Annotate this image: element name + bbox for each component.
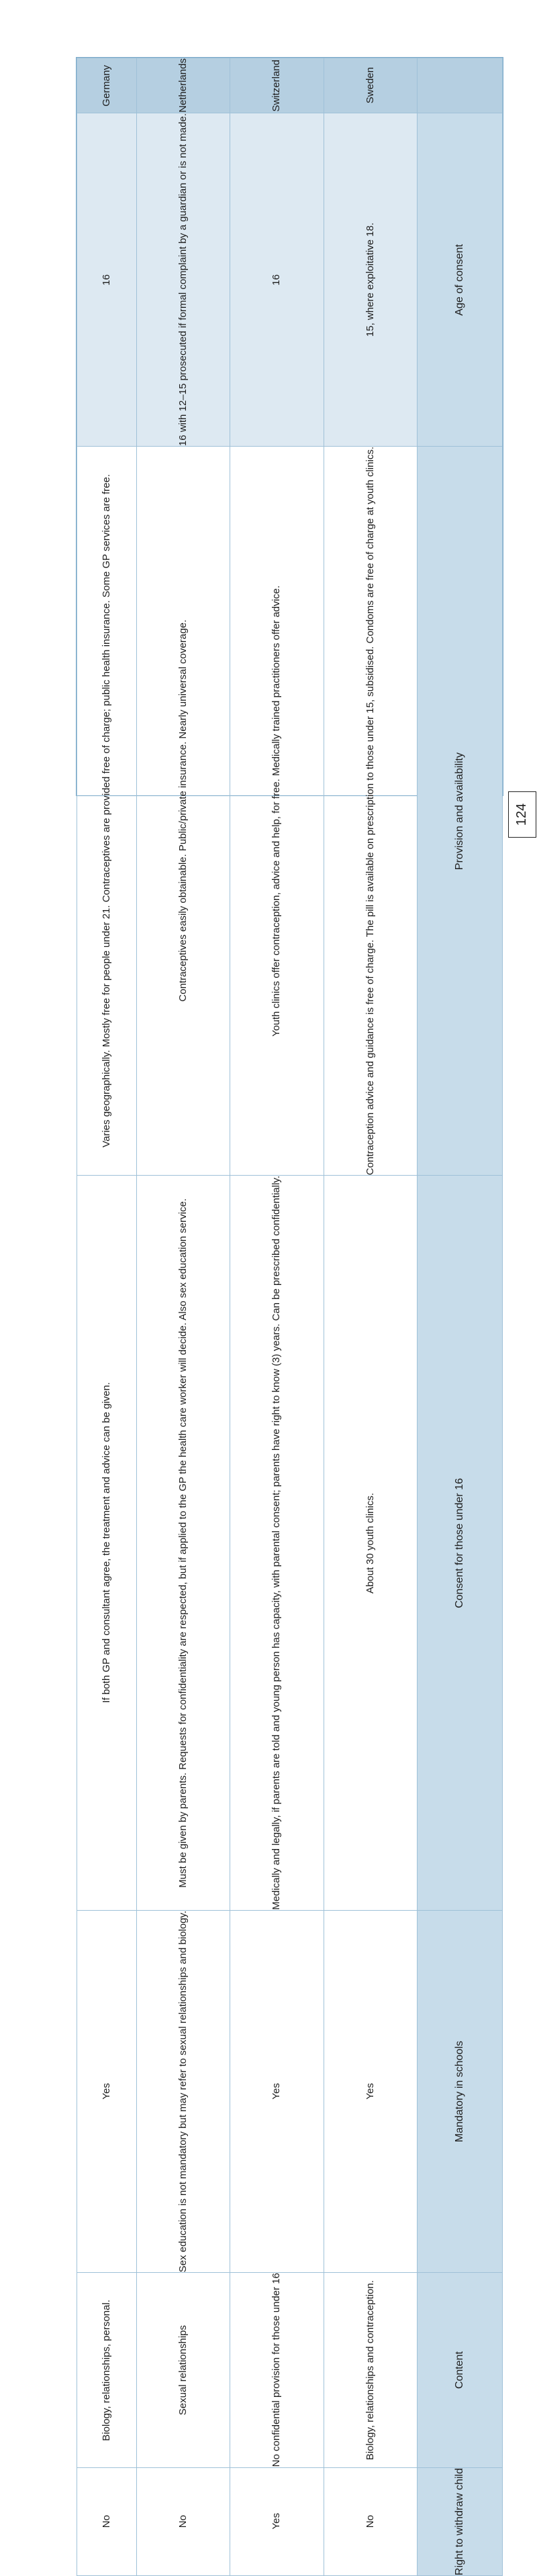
content-sweden: Biology, relationships and contraception. xyxy=(324,2273,417,2467)
provision-header: Provision and availability xyxy=(418,447,503,1176)
withdraw-netherlands: No xyxy=(136,2467,230,2575)
age-sweden: 15, where exploitative 18. xyxy=(324,113,417,446)
age-of-consent-header: Age of consent xyxy=(418,113,503,446)
sexed-header: Mandatory in schools xyxy=(418,1911,503,2273)
country-header-switzerland: Switzerland xyxy=(230,58,324,113)
page-number: 124 xyxy=(508,791,536,838)
sexed-switzerland: Yes xyxy=(230,1911,324,2273)
withdraw-switzerland: Yes xyxy=(230,2467,324,2575)
law-policy-table xyxy=(76,57,503,2575)
provision-switzerland: Youth clinics offer contraception, advice and help, for free. Medically trained practitioners offer advice. xyxy=(230,447,324,1176)
country-header-germany: Germany xyxy=(77,58,137,113)
content-netherlands: Sexual relationships xyxy=(136,2273,230,2467)
sexed-netherlands: Sex education is not mandatory but may refer to sexual relationships and biology. xyxy=(136,1911,230,2273)
consent-sweden: About 30 youth clinics. xyxy=(324,1176,417,1911)
withdraw-header: Right to withdraw child xyxy=(418,2467,503,2575)
provision-sweden: Contraception advice and guidance is free of charge. The pill is available on prescription to those under 15, subsidised. Condoms are free of charge at youth clinics. xyxy=(324,447,417,1176)
content-switzerland: No confidential provision for those under 16 xyxy=(230,2273,324,2467)
age-germany: 16 xyxy=(77,113,137,446)
age-netherlands: 16 with 12–15 prosecuted if formal complaint by a guardian or is not made. xyxy=(136,113,230,446)
table xyxy=(77,58,503,2576)
content-germany: Biology, relationships, personal. xyxy=(77,2273,137,2467)
corner-cell xyxy=(418,58,503,113)
sexed-sweden: Yes xyxy=(324,1911,417,2273)
provision-netherlands: Contraceptives easily obtainable. Public/private insurance. Nearly universal coverage. xyxy=(136,447,230,1176)
consent-netherlands: Must be given by parents. Requests for confidentiality are respected, but if applied to the GP the health care worker will decide. Also sex education service. xyxy=(136,1176,230,1911)
country-header-sweden: Sweden xyxy=(324,58,417,113)
age-switzerland: 16 xyxy=(230,113,324,446)
content-header: Content xyxy=(418,2273,503,2467)
withdraw-sweden: No xyxy=(324,2467,417,2575)
consent-switzerland: Medically and legally, if parents are told and young person has capacity, with parental consent; parents have right to know (3) years. Can be prescribed confidentially. xyxy=(230,1176,324,1911)
withdraw-germany: No xyxy=(77,2467,137,2575)
provision-germany: Varies geographically. Mostly free for people under 21. Contraceptives are provided free of charge; public health insurance. Some GP services are free. xyxy=(77,447,137,1176)
country-header-netherlands: Netherlands xyxy=(136,58,230,113)
sexed-germany: Yes xyxy=(77,1911,137,2273)
consent-header: Consent for those under 16 xyxy=(418,1176,503,1911)
consent-germany: If both GP and consultant agree, the treatment and advice can be given. xyxy=(77,1176,137,1911)
